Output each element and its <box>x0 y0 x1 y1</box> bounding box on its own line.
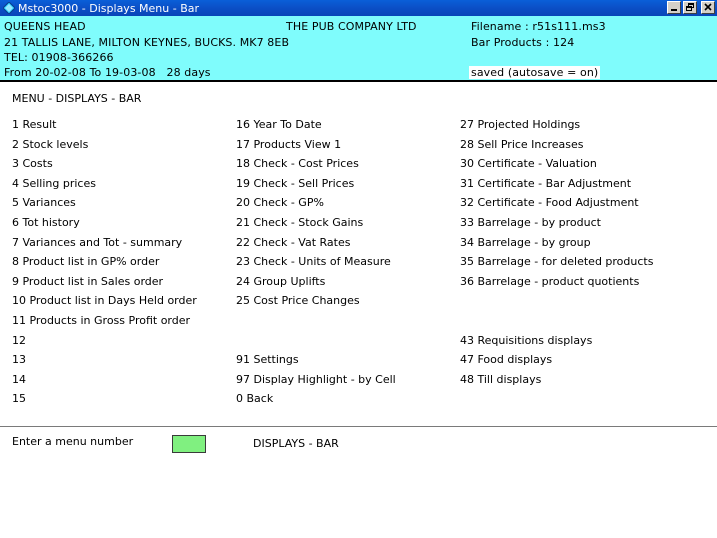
menu-item[interactable]: 1 Result <box>12 118 57 131</box>
venue-telephone: TEL: 01908-366266 <box>4 51 114 64</box>
diamond-app-icon[interactable] <box>3 2 15 14</box>
minimize-icon <box>669 3 679 12</box>
close-button[interactable] <box>701 1 715 14</box>
stock-period: From 20-02-08 To 19-03-08 28 days <box>4 66 211 79</box>
venue-address: 21 TALLIS LANE, MILTON KEYNES, BUCKS. MK7 8EB <box>4 36 290 49</box>
menu-number-input[interactable] <box>172 435 206 453</box>
menu-item[interactable]: 12 <box>12 334 26 347</box>
menu-item[interactable]: 5 Variances <box>12 196 76 209</box>
menu-item[interactable]: 14 <box>12 373 26 386</box>
filename-label: Filename : r51s111.ms3 <box>471 20 606 33</box>
minimize-button[interactable] <box>667 1 681 14</box>
menu-item[interactable]: 4 Selling prices <box>12 177 96 190</box>
menu-item[interactable]: 2 Stock levels <box>12 138 89 151</box>
menu-item[interactable]: 47 Food displays <box>460 353 553 366</box>
menu-item[interactable]: 48 Till displays <box>460 373 542 386</box>
menu-item[interactable]: 11 Products in Gross Profit order <box>12 314 191 327</box>
title-bar[interactable] <box>0 0 717 16</box>
menu-item[interactable]: 27 Projected Holdings <box>460 118 581 131</box>
menu-item[interactable]: 97 Display Highlight - by Cell <box>236 373 396 386</box>
menu-item[interactable]: 91 Settings <box>236 353 299 366</box>
menu-item[interactable]: 28 Sell Price Increases <box>460 138 584 151</box>
menu-item[interactable]: 19 Check - Sell Prices <box>236 177 355 190</box>
menu-item[interactable]: 25 Cost Price Changes <box>236 294 360 307</box>
menu-title: MENU - DISPLAYS - BAR <box>12 92 142 105</box>
menu-item[interactable]: 3 Costs <box>12 157 53 170</box>
company-name: THE PUB COMPANY LTD <box>286 20 417 33</box>
restore-icon <box>685 3 695 12</box>
menu-item[interactable]: 10 Product list in Days Held order <box>12 294 197 307</box>
menu-item[interactable]: 22 Check - Vat Rates <box>236 236 351 249</box>
menu-number-prompt: Enter a menu number <box>12 435 134 448</box>
divider <box>0 426 717 427</box>
menu-item[interactable]: 21 Check - Stock Gains <box>236 216 364 229</box>
menu-item[interactable]: 20 Check - GP% <box>236 196 324 209</box>
menu-item[interactable]: 34 Barrelage - by group <box>460 236 591 249</box>
bar-products-count: Bar Products : 124 <box>471 36 575 49</box>
menu-item[interactable]: 9 Product list in Sales order <box>12 275 164 288</box>
menu-item[interactable]: 23 Check - Units of Measure <box>236 255 391 268</box>
menu-item[interactable]: 18 Check - Cost Prices <box>236 157 359 170</box>
restore-button[interactable] <box>683 1 697 14</box>
menu-item[interactable]: 13 <box>12 353 26 366</box>
menu-item[interactable]: 35 Barrelage - for deleted products <box>460 255 654 268</box>
menu-item[interactable]: 32 Certificate - Food Adjustment <box>460 196 639 209</box>
menu-item[interactable]: 30 Certificate - Valuation <box>460 157 597 170</box>
menu-item[interactable]: 16 Year To Date <box>236 118 322 131</box>
close-icon <box>703 3 713 12</box>
menu-item[interactable]: 0 Back <box>236 392 274 405</box>
menu-item[interactable]: 43 Requisitions displays <box>460 334 593 347</box>
menu-item[interactable]: 31 Certificate - Bar Adjustment <box>460 177 632 190</box>
save-status: saved (autosave = on) <box>471 66 599 79</box>
context-label: DISPLAYS - BAR <box>253 437 339 450</box>
menu-item[interactable]: 17 Products View 1 <box>236 138 342 151</box>
info-header <box>0 16 717 82</box>
menu-item[interactable]: 8 Product list in GP% order <box>12 255 160 268</box>
menu-item[interactable]: 7 Variances and Tot - summary <box>12 236 183 249</box>
window-title: Mstoc3000 - Displays Menu - Bar <box>18 1 200 15</box>
menu-item[interactable]: 33 Barrelage - by product <box>460 216 601 229</box>
menu-item[interactable]: 15 <box>12 392 26 405</box>
menu-item[interactable]: 6 Tot history <box>12 216 80 229</box>
window-controls <box>667 1 715 14</box>
venue-name: QUEENS HEAD <box>4 20 86 33</box>
menu-item[interactable]: 24 Group Uplifts <box>236 275 326 288</box>
menu-item[interactable]: 36 Barrelage - product quotients <box>460 275 640 288</box>
